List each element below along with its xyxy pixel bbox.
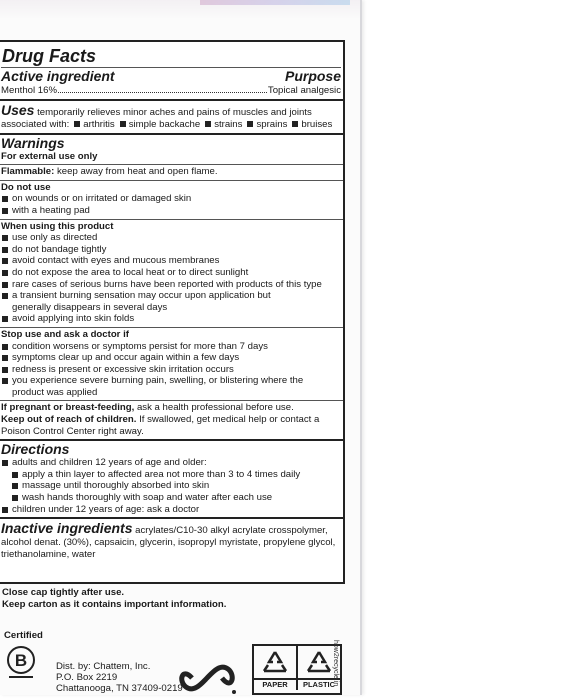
active-ingredient-heading: Active ingredient bbox=[1, 68, 115, 84]
certified-label: Certified bbox=[4, 630, 43, 641]
distributor-info bbox=[56, 661, 183, 694]
pregnancy-and-children-block bbox=[0, 401, 343, 439]
distributor-line: Chattanooga, TN 37409-0219 bbox=[56, 683, 183, 694]
list-item: apply a thin layer to affected area not more than 3 to 4 times daily bbox=[11, 469, 341, 481]
do-not-use-heading: Do not use bbox=[1, 181, 51, 193]
keep-out-text: If swallowed, get medical help or contact a Poison Control Center right away. bbox=[1, 414, 320, 437]
list-item: massage until thoroughly absorbed into skin bbox=[11, 480, 341, 492]
distributor-line: Dist. by: Chattem, Inc. bbox=[56, 661, 151, 672]
flammable-text: keep away from heat and open flame. bbox=[57, 166, 218, 178]
stop-use-heading: Stop use and ask a doctor if bbox=[1, 328, 129, 340]
plastic-label: PLASTIC bbox=[302, 680, 336, 689]
close-cap-note: Close cap tightly after use. bbox=[2, 587, 125, 598]
list-item: avoid contact with eyes and mucous membranes bbox=[1, 255, 341, 267]
drug-facts-header bbox=[0, 42, 343, 101]
active-ingredient-header-row bbox=[1, 68, 341, 85]
inactive-heading: Inactive ingredients bbox=[1, 520, 133, 537]
paper-recycle-icon bbox=[254, 646, 298, 678]
list-item: on wounds or on irritated or damaged skin bbox=[1, 193, 341, 205]
drug-facts-title: Drug Facts bbox=[1, 43, 341, 68]
list-item: use only as directed bbox=[1, 232, 341, 244]
uses-associated-label: associated with: bbox=[1, 119, 70, 130]
list-item: redness is present or excessive skin irritation occurs bbox=[1, 364, 341, 376]
purpose-heading: Purpose bbox=[284, 68, 341, 84]
list-item: symptoms clear up and occur again within a few days bbox=[1, 352, 341, 364]
do-not-use-block bbox=[0, 181, 343, 220]
drug-facts-panel bbox=[0, 40, 345, 584]
list-item: you experience severe burning pain, swelling, or blistering where the product was applied bbox=[1, 375, 332, 398]
pregnant-text: ask a health professional before use. bbox=[136, 402, 294, 414]
uses-heading: Uses bbox=[1, 102, 35, 118]
storage-notes bbox=[2, 587, 342, 610]
pregnant-label: If pregnant or breast-feeding, bbox=[1, 402, 135, 414]
keep-out-label: Keep out of reach of children. bbox=[1, 414, 137, 426]
list-item: a transient burning sensation may occur upon application but generally disappears in several days bbox=[1, 290, 312, 313]
leader-dots bbox=[58, 92, 267, 93]
warnings-heading: Warnings bbox=[1, 134, 65, 151]
recycle-symbols bbox=[252, 644, 342, 695]
uses-section bbox=[0, 101, 343, 135]
list-item: do not expose the area to local heat or to direct sunlight bbox=[1, 267, 341, 279]
directions-section bbox=[0, 441, 343, 519]
uses-item: bruises bbox=[301, 119, 333, 130]
uses-item: simple backache bbox=[128, 119, 201, 130]
warnings-section bbox=[0, 135, 343, 442]
flammable-label: Flammable: bbox=[1, 166, 55, 178]
directions-heading: Directions bbox=[1, 441, 70, 458]
active-ingredient-row bbox=[1, 85, 341, 97]
recycle-side-text: how2recycle.in bbox=[332, 640, 339, 687]
svg-text:B: B bbox=[14, 651, 28, 670]
list-item: adults and children 12 years of age and older: bbox=[1, 457, 341, 469]
carton-top-artwork bbox=[200, 0, 350, 5]
keep-carton-note: Keep carton as it contains important information. bbox=[2, 598, 227, 610]
warnings-subheading: For external use only bbox=[1, 150, 98, 162]
list-item: avoid applying into skin folds bbox=[1, 313, 341, 325]
when-using-block bbox=[0, 220, 343, 328]
list-item: with a heating pad bbox=[1, 205, 341, 217]
stop-use-block bbox=[0, 328, 343, 402]
uses-associated-row bbox=[1, 119, 341, 131]
flammable-warning bbox=[0, 165, 343, 181]
purpose-value: Topical analgesic bbox=[267, 85, 341, 96]
list-item: children under 12 years of age: ask a doctor bbox=[1, 504, 341, 516]
list-item: rare cases of serious burns have been reported with products of this type bbox=[1, 279, 341, 291]
uses-item: arthritis bbox=[83, 119, 115, 130]
list-item: wash hands thoroughly with soap and water after each use bbox=[11, 492, 341, 504]
uses-item: sprains bbox=[256, 119, 288, 130]
distributor-line: P.O. Box 2219 bbox=[56, 672, 118, 683]
when-using-heading: When using this product bbox=[1, 220, 114, 232]
list-item: do not bandage tightly bbox=[1, 244, 341, 256]
b-corp-logo-icon bbox=[6, 645, 36, 679]
inactive-text: acrylates/C10-30 alkyl acrylate crosspolymer, alcohol denat. (30%), capsaicin, glycerin, isopropyl myristate, propylene glycol, triethanolamine, water bbox=[1, 525, 336, 560]
paper-label: PAPER bbox=[254, 680, 298, 690]
active-ingredient-value: Menthol 16% bbox=[1, 85, 57, 96]
uses-item: strains bbox=[214, 119, 243, 130]
uses-text: temporarily relieves minor aches and pains of muscles and joints bbox=[37, 107, 312, 118]
recycle-loop-icon bbox=[176, 661, 238, 695]
list-item: condition worsens or symptoms persist for more than 7 days bbox=[1, 341, 341, 353]
inactive-section bbox=[0, 519, 343, 562]
